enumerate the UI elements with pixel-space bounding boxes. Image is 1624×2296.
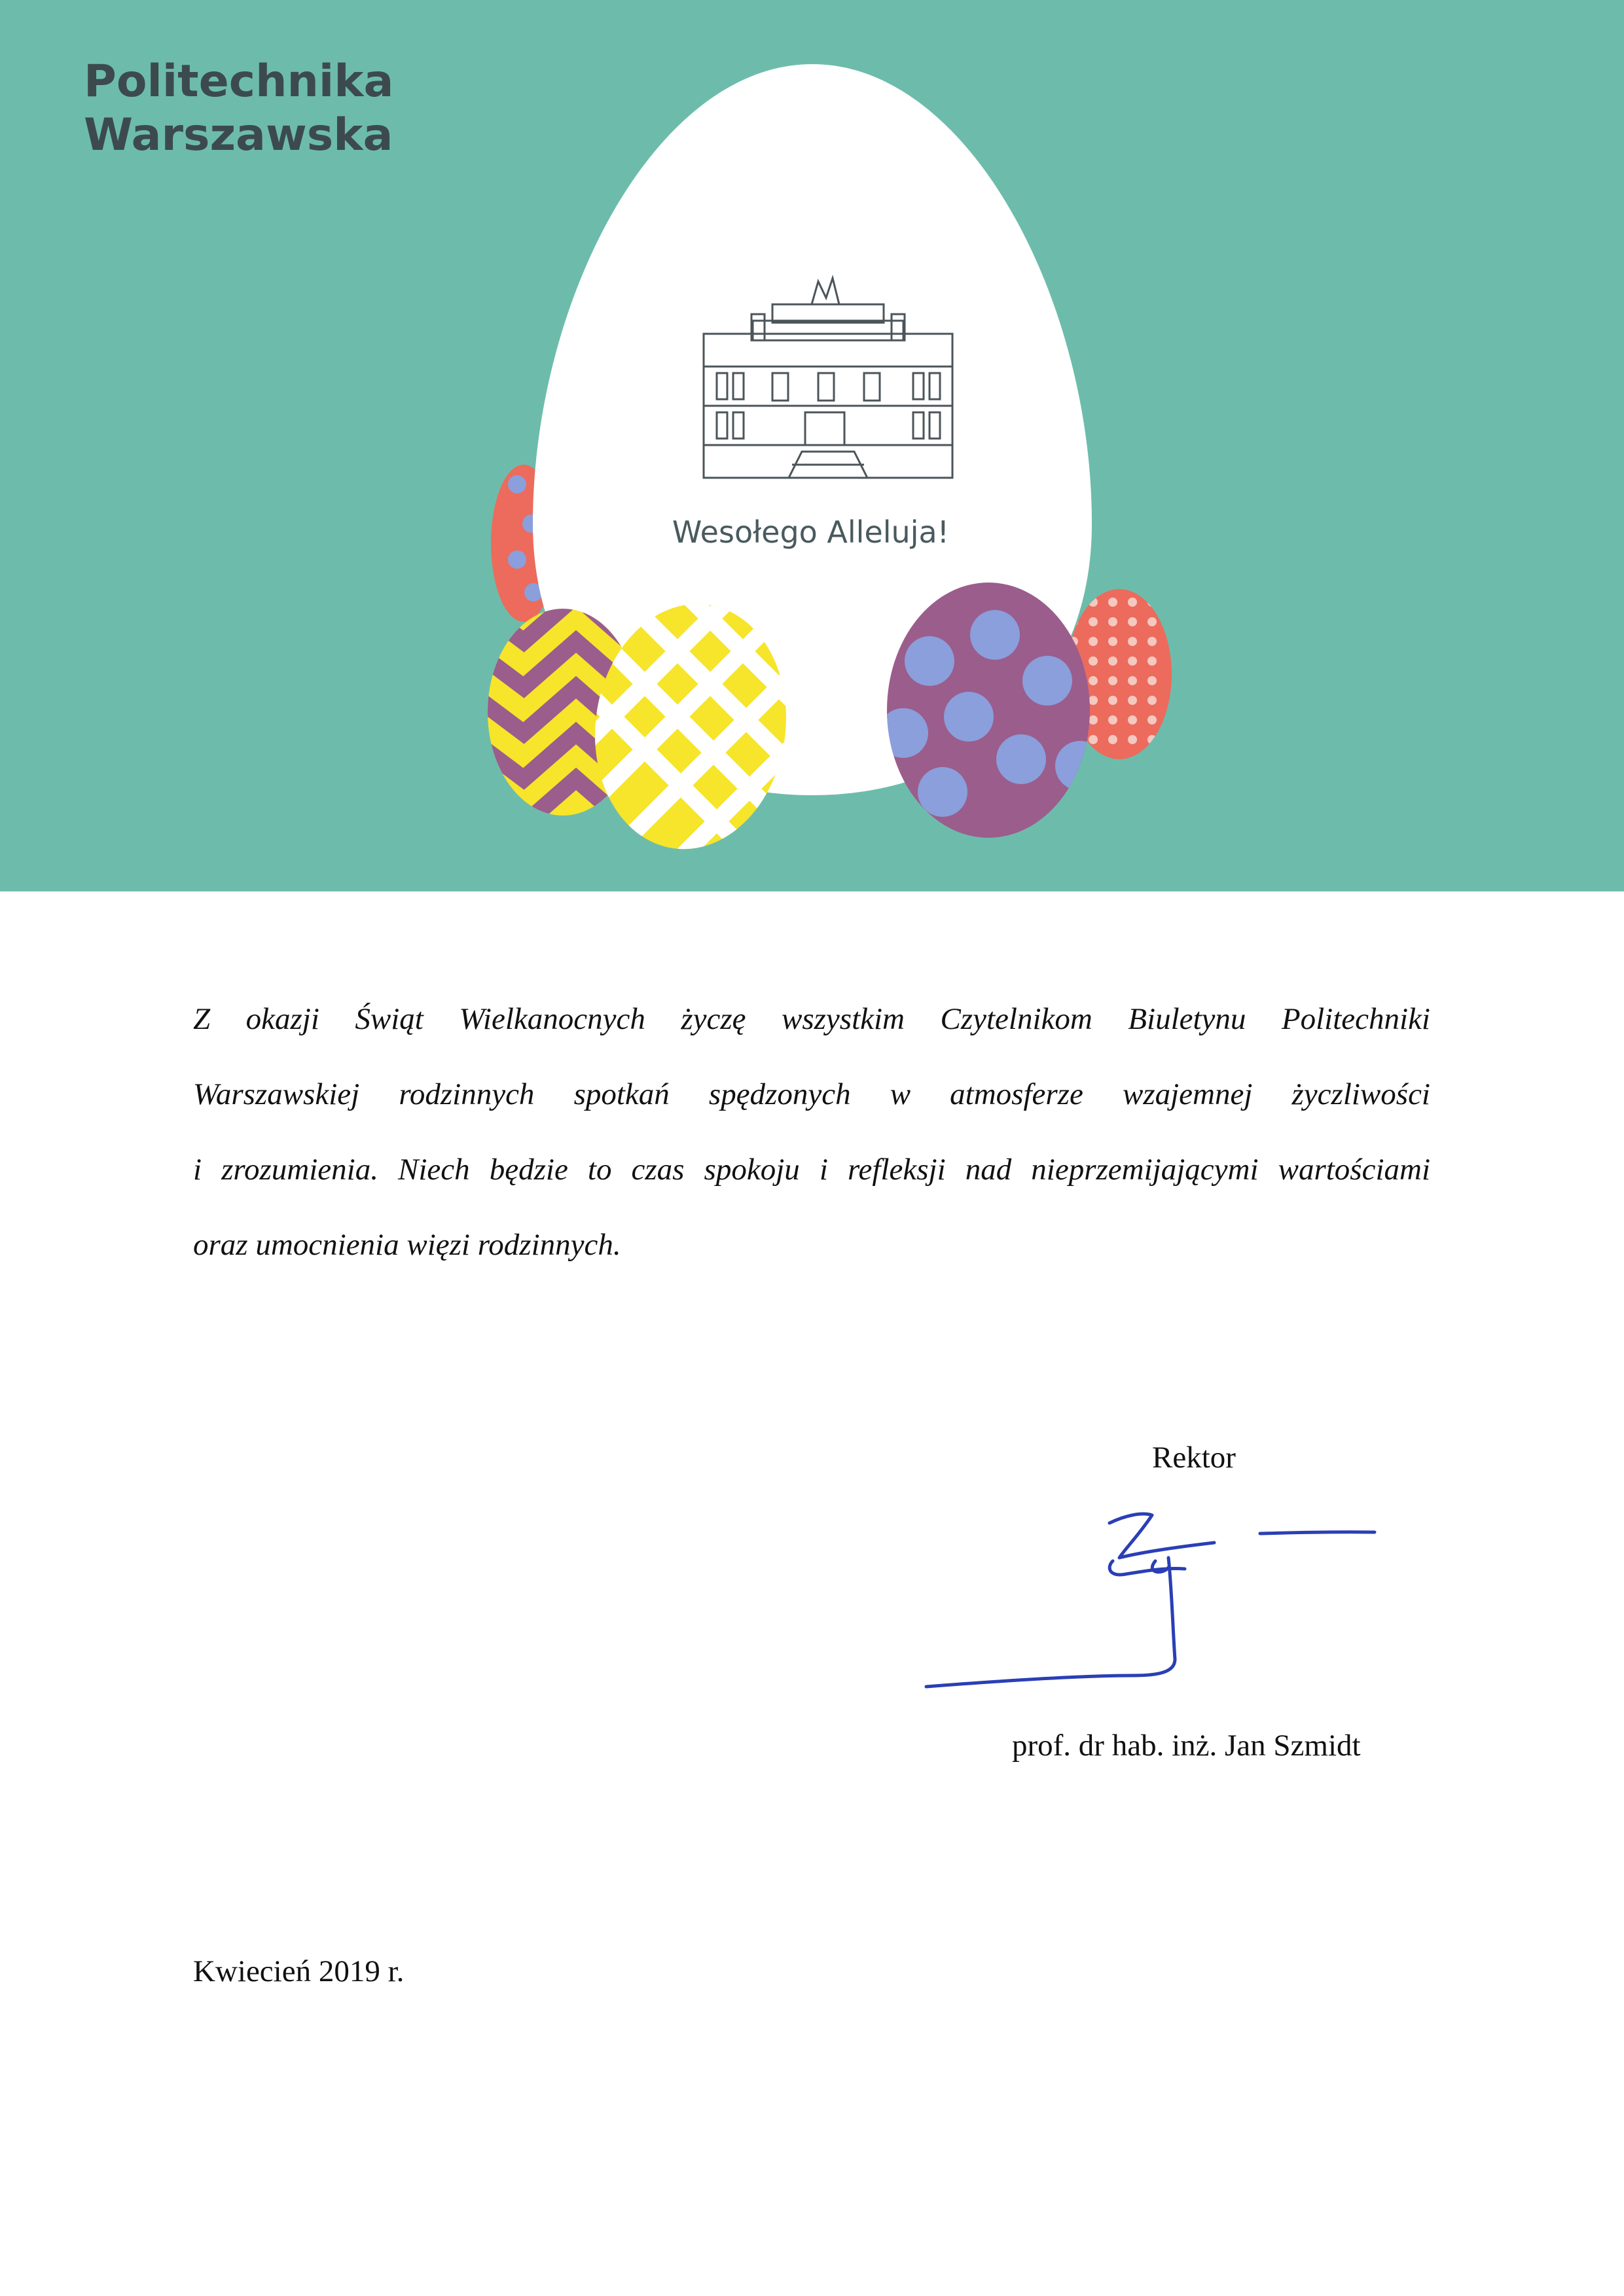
letter-line: oraz umocnienia więzi rodzinnych. [193, 1228, 621, 1262]
handwritten-signature [910, 1496, 1388, 1705]
signer-title: Rektor [1152, 1441, 1236, 1475]
header-banner [0, 0, 1624, 891]
signer-name: prof. dr hab. inż. Jan Szmidt [1012, 1729, 1361, 1763]
politechnika-logo [84, 55, 393, 162]
logo-line-1: Politechnika [84, 56, 394, 107]
greeting-heading [0, 514, 1624, 550]
letter-line: Warszawskiej rodzinnych spotkań spędzonych w atmosferze wzajemnej życzliwości [193, 1077, 1430, 1111]
letter-date: Kwiecień 2019 r. [193, 1954, 405, 1988]
logo-line-2: Warszawska [84, 109, 393, 161]
letter-body [193, 982, 1430, 1283]
greeting-text: Wesołego Alleluja! [672, 514, 950, 550]
letter-line: Z okazji Świąt Wielkanocnych życzę wszystkim Czytelnikom Biuletynu Politechniki [193, 1002, 1430, 1036]
letter-line: i zrozumienia. Niech będzie to czas spokoju i refleksji nad nieprzemijającymi wartościami [193, 1153, 1430, 1187]
